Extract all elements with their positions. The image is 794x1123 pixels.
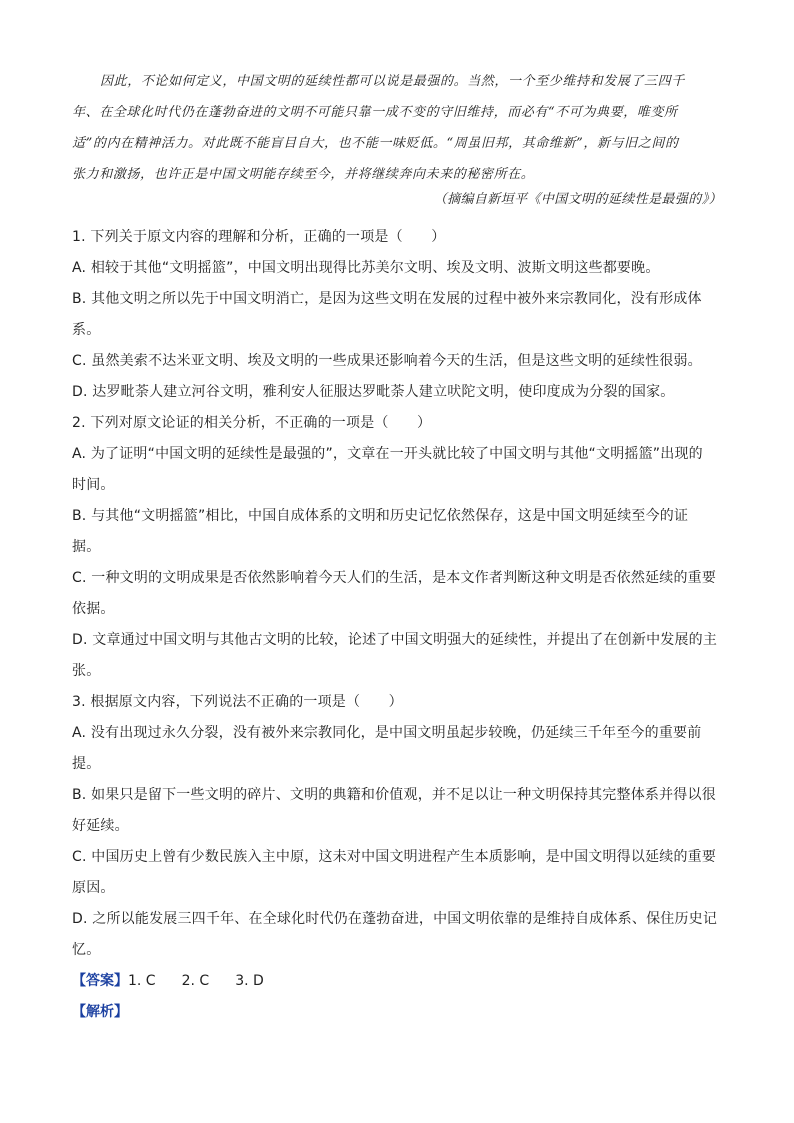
- passage-line: 年、在全球化时代仍在蓬勃奋进的文明不可能只靠一成不变的守旧维持，而必有“不可为典要，唯变所: [72, 105, 678, 120]
- option-line: D. 文章通过中国文明与其他古文明的比较，论述了中国文明强大的延续性，并提出了在创新中发展的主: [72, 632, 718, 648]
- option-line: 系。: [72, 322, 101, 338]
- answer-item: 3. D: [235, 973, 264, 989]
- option-line: 忆。: [72, 942, 101, 958]
- analysis-line: [72, 997, 128, 1028]
- option-line: 好延续。: [72, 818, 129, 834]
- option-line: B. 其他文明之所以先于中国文明消亡，是因为这些文明在发展的过程中被外来宗教同化，没有形成体: [72, 291, 702, 307]
- option-line: B. 与其他“文明摇篮”相比，中国自成体系的文明和历史记忆依然保存，这是中国文明延续至今的证: [72, 508, 689, 524]
- option-line: B. 如果只是留下一些文明的碎片、文明的典籍和价值观，并不足以让一种文明保持其完整体系并得以很: [72, 787, 716, 803]
- option-line: A. 为了证明“中国文明的延续性是最强的”，文章在一开头就比较了中国文明与其他“文明摇篮”出现的: [72, 446, 703, 462]
- option-line: C. 一种文明的文明成果是否依然影响着今天人们的生活，是本文作者判断这种文明是否依然延续的重要: [72, 570, 717, 586]
- option-line: 提。: [72, 756, 101, 772]
- question-stem: 3. 根据原文内容，下列说法不正确的一项是（ ）: [72, 694, 403, 710]
- option-line: 张。: [72, 663, 101, 679]
- option-line: C. 中国历史上曾有少数民族入主中原，这未对中国文明进程产生本质影响，是中国文明得以延续的重要: [72, 849, 717, 865]
- option-line: D. 之所以能发展三四千年、在全球化时代仍在蓬勃奋进，中国文明依靠的是维持自成体系、保住历史记: [72, 911, 718, 927]
- option-line: 原因。: [72, 880, 115, 896]
- option-line: 依据。: [72, 601, 115, 617]
- option-line: D. 达罗毗荼人建立河谷文明，雅利安人征服达罗毗荼人建立吠陀文明，使印度成为分裂的国家。: [72, 384, 675, 400]
- answer-item: 1. C: [128, 973, 156, 989]
- option-line: A. 没有出现过永久分裂，没有被外来宗教同化，是中国文明虽起步较晚，仍延续三千年至今的重要前: [72, 725, 702, 741]
- passage-line: 张力和激扬，也许正是中国文明能存续至今，并将继续奔向未来的秘密所在。: [72, 167, 535, 182]
- passage-source: （摘编自新垣平《中国文明的延续性是最强的》）: [433, 192, 722, 207]
- question-stem: 2. 下列对原文论证的相关分析，不正确的一项是（ ）: [72, 415, 432, 431]
- question-stem: 1. 下列关于原文内容的理解和分析，正确的一项是（ ）: [72, 229, 446, 245]
- answer-label: 【答案】: [72, 973, 128, 989]
- option-line: A. 相较于其他“文明摇篮”，中国文明出现得比苏美尔文明、埃及文明、波斯文明这些都要晚。: [72, 260, 660, 276]
- analysis-label: 【解析】: [72, 1004, 128, 1020]
- passage-line: 适”的内在精神活力。对此既不能盲目自大，也不能一味贬低。“周虽旧邦，其命维新”，新与旧之间的: [72, 136, 679, 151]
- option-line: 据。: [72, 539, 101, 555]
- question-list: [72, 222, 722, 966]
- reading-passage: [72, 66, 722, 190]
- option-line: 时间。: [72, 477, 115, 493]
- option-line: C. 虽然美索不达米亚文明、埃及文明的一些成果还影响着今天的生活，但是这些文明的延续性很弱。: [72, 353, 702, 369]
- answer-item: 2. C: [181, 973, 210, 989]
- passage-line: 因此，不论如何定义，中国文明的延续性都可以说是最强的。当然，一个至少维持和发展了三四千: [100, 74, 685, 89]
- answer-line: [72, 966, 290, 997]
